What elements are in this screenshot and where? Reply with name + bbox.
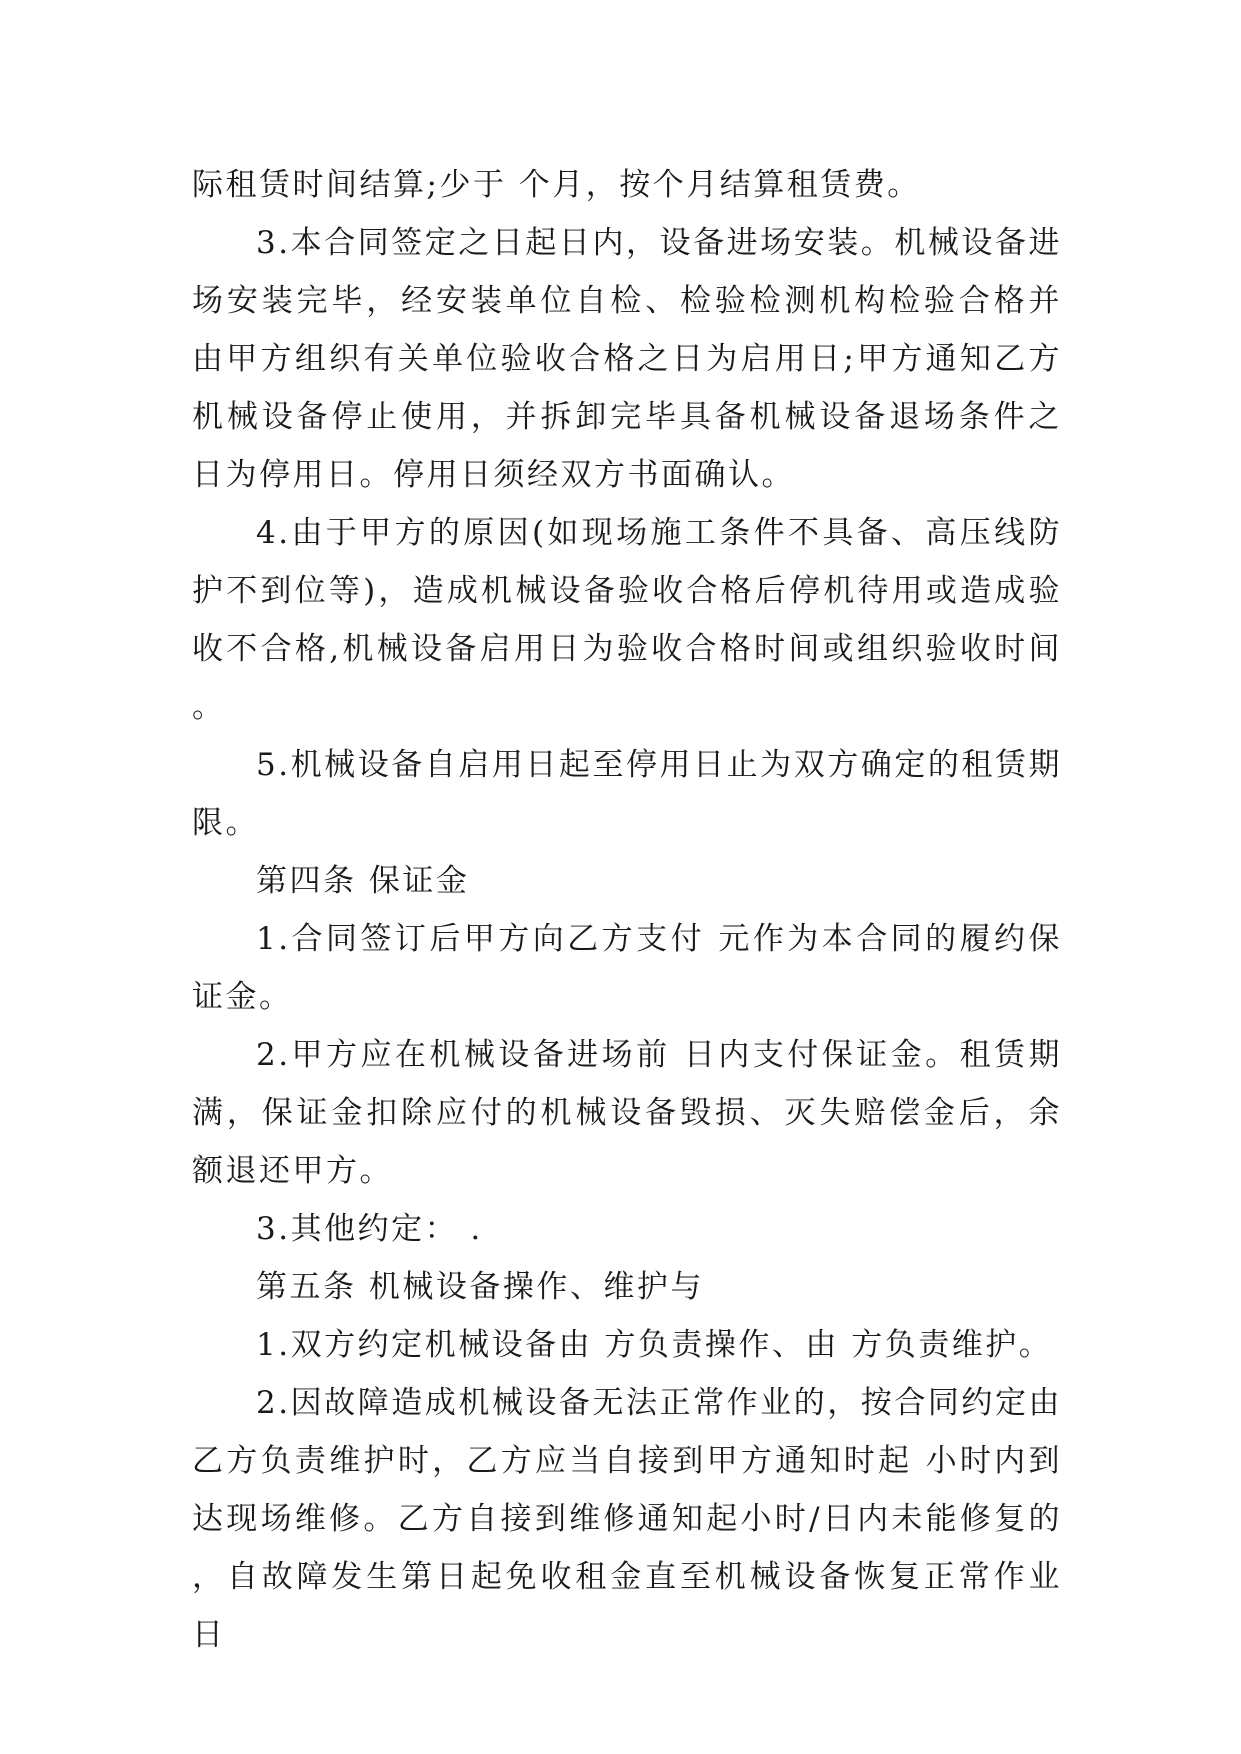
heading-article-5-operation: 第五条 机械设备操作、维护与 (256, 1269, 704, 1305)
paragraph-deposit-1: 1.合同签订后甲方向乙方支付 元作为本合同的履约保证金。 (192, 921, 1062, 1015)
paragraph-rent-settlement: 际租赁时间结算;少于 个月，按个月结算租赁费。 (192, 167, 921, 203)
paragraph-deposit-3-other: 3.其他约定： . (256, 1211, 483, 1247)
paragraph-operation-1: 1.双方约定机械设备由 方负责操作、由 方负责维护。 (256, 1327, 1053, 1363)
paragraph-deposit-2: 2.甲方应在机械设备进场前 日内支付保证金。租赁期满，保证金扣除应付的机械设备毁损、灭失赔偿金后，余额退还甲方。 (192, 1037, 1062, 1189)
heading-article-4-deposit: 第四条 保证金 (256, 863, 470, 899)
document-body (192, 156, 1062, 1664)
paragraph-operation-2-repair: 2.因故障造成机械设备无法正常作业的，按合同约定由乙方负责维护时，乙方应当自接到甲方通知时起 小时内到达现场维修。乙方自接到维修通知起小时/日内未能修复的，自故障发生第日起免收租金直至机械设备恢复正常作业日 (192, 1385, 1062, 1653)
paragraph-clause-5-lease-term: 5.机械设备自启用日起至停用日止为双方确定的租赁期限。 (192, 747, 1062, 841)
paragraph-clause-4-party-a-cause: 4.由于甲方的原因(如现场施工条件不具备、高压线防护不到位等)，造成机械设备验收合格后停机待用或造成验收不合格,机械设备启用日为验收合格时间或组织验收时间。 (192, 515, 1062, 725)
paragraph-clause-3-installation: 3.本合同签定之日起日内，设备进场安装。机械设备进场安装完毕，经安装单位自检、检验检测机构检验合格并由甲方组织有关单位验收合格之日为启用日;甲方通知乙方机械设备停止使用，并拆卸完毕具备机械设备退场条件之日为停用日。停用日须经双方书面确认。 (192, 225, 1062, 493)
